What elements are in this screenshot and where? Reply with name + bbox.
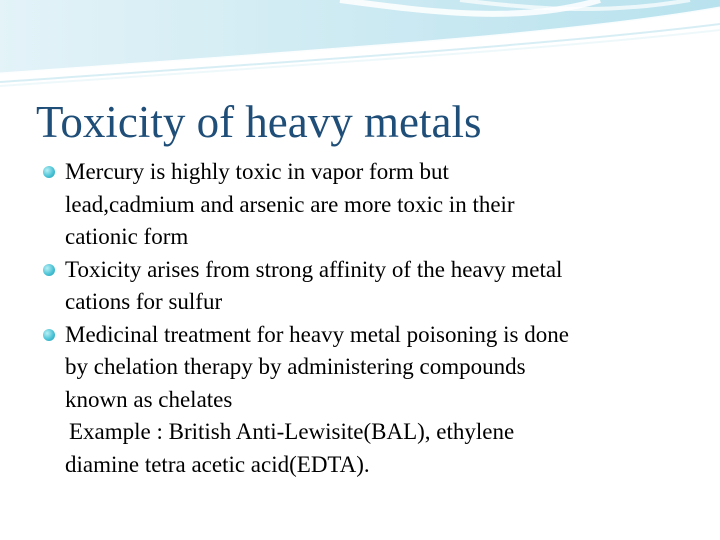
bullet-line: Mercury is highly toxic in vapor form but <box>65 159 449 184</box>
slide-title: Toxicity of heavy metals <box>36 97 482 147</box>
bullet-item-toxicity <box>40 254 700 319</box>
bullet-line: Medicinal treatment for heavy metal poisoning is done <box>65 321 569 347</box>
header-wave-decoration <box>0 0 720 90</box>
slide-content <box>40 156 700 481</box>
bullet-line: cations for sulfur <box>65 289 223 314</box>
bullet-item-treatment <box>40 319 700 417</box>
bullet-circle-icon <box>43 264 55 276</box>
bullet-line: by chelation therapy by administering compounds <box>65 354 526 379</box>
bullet-circle-icon <box>43 166 55 178</box>
example-line: Example : British Anti-Lewisite(BAL), ethylene <box>69 419 515 444</box>
example-line: diamine tetra acetic acid(EDTA). <box>65 451 370 477</box>
bullet-line: known as chelates <box>65 386 233 412</box>
bullet-line: lead,cadmium and arsenic are more toxic in their <box>65 191 515 217</box>
bullet-item-mercury <box>40 156 700 254</box>
bullet-circle-icon <box>43 329 55 341</box>
bullet-line: Toxicity arises from strong affinity of the heavy metal <box>65 256 563 282</box>
bullet-line: cationic form <box>65 224 189 249</box>
